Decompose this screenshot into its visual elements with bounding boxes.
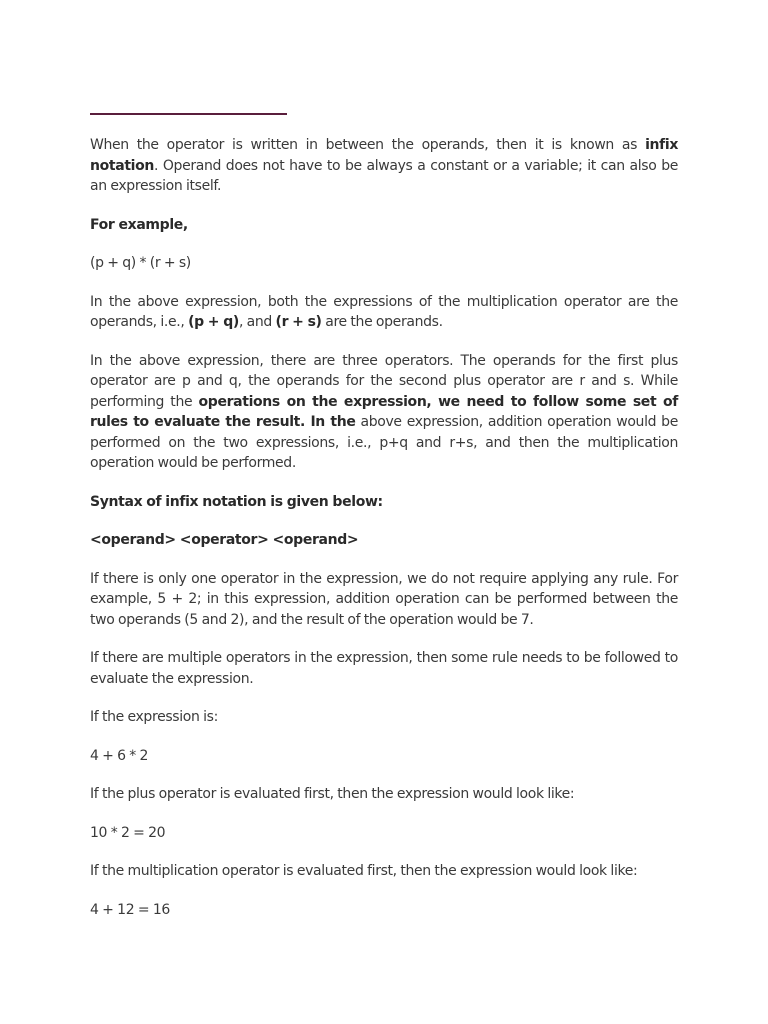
bold-text-run: infix notation xyxy=(90,137,678,174)
header-divider-line xyxy=(90,113,287,115)
paragraph-plus-result xyxy=(90,823,678,844)
text-run: If the expression is: xyxy=(90,709,218,725)
text-run: above expression, addition operation would be performed on the two expressions, i.e., p+q and r+s, and then the multiplication operation would be performed. xyxy=(90,414,678,471)
paragraph-multiplication-result xyxy=(90,900,678,921)
paragraph-syntax xyxy=(90,530,678,551)
paragraph-expression xyxy=(90,746,678,767)
paragraph-intro xyxy=(90,135,678,197)
text-run: If there is only one operator in the expression, we do not require applying any rule. For example, 5 + 2; in this expression, addition operation can be performed between the two operands (5 and 2), and the result of the operation would be 7. xyxy=(90,570,678,628)
bold-text-run: operations on the expression, we need to follow some set of rules to evaluate the result. In the xyxy=(90,393,678,430)
paragraph-expression-label xyxy=(90,707,678,728)
paragraph-example-expression xyxy=(90,253,678,274)
paragraph-operands-explanation xyxy=(90,292,678,333)
paragraph-operators-explanation xyxy=(90,351,678,474)
bold-text-run: Syntax of infix notation is given below: xyxy=(90,493,383,510)
text-run: In the above expression, both the expressions of the multiplication operator are the operands, i.e., xyxy=(90,293,678,330)
text-run: 10 * 2 = 20 xyxy=(90,824,166,841)
text-run: When the operator is written in between the operands, then it is known as xyxy=(90,137,646,153)
text-run: (p + q) * (r + s) xyxy=(90,255,191,271)
paragraph-multiplication-first xyxy=(90,861,678,882)
text-run: 4 + 12 = 16 xyxy=(90,901,170,918)
text-run: If the plus operator is evaluated first, then the expression would look like: xyxy=(90,786,575,802)
text-run: In the above expression, there are three operators. The operands for the first plus operator are p and q, the operands for the second plus operator are r and s. While performing the xyxy=(90,352,678,410)
bold-text-run: <operand> <operator> <operand> xyxy=(90,532,359,548)
paragraph-example-heading xyxy=(90,215,678,236)
bold-text-run: (r + s) xyxy=(275,314,322,330)
bold-text-run: For example, xyxy=(90,216,188,233)
text-run: . Operand does not have to be always a constant or a variable; it can also be an expression itself. xyxy=(90,157,678,194)
text-run: 4 + 6 * 2 xyxy=(90,747,149,764)
paragraph-syntax-heading xyxy=(90,492,678,513)
paragraph-plus-first xyxy=(90,784,678,805)
bold-text-run: (p + q) xyxy=(188,314,239,330)
text-run: If the multiplication operator is evaluated first, then the expression would look like: xyxy=(90,863,638,879)
text-run: If there are multiple operators in the expression, then some rule needs to be followed to evaluate the expression. xyxy=(90,650,678,687)
text-run: are the operands. xyxy=(321,314,443,330)
paragraph-single-operator xyxy=(90,569,678,631)
text-run: , and xyxy=(238,314,276,330)
document-body xyxy=(90,135,678,938)
paragraph-multiple-operators xyxy=(90,648,678,689)
